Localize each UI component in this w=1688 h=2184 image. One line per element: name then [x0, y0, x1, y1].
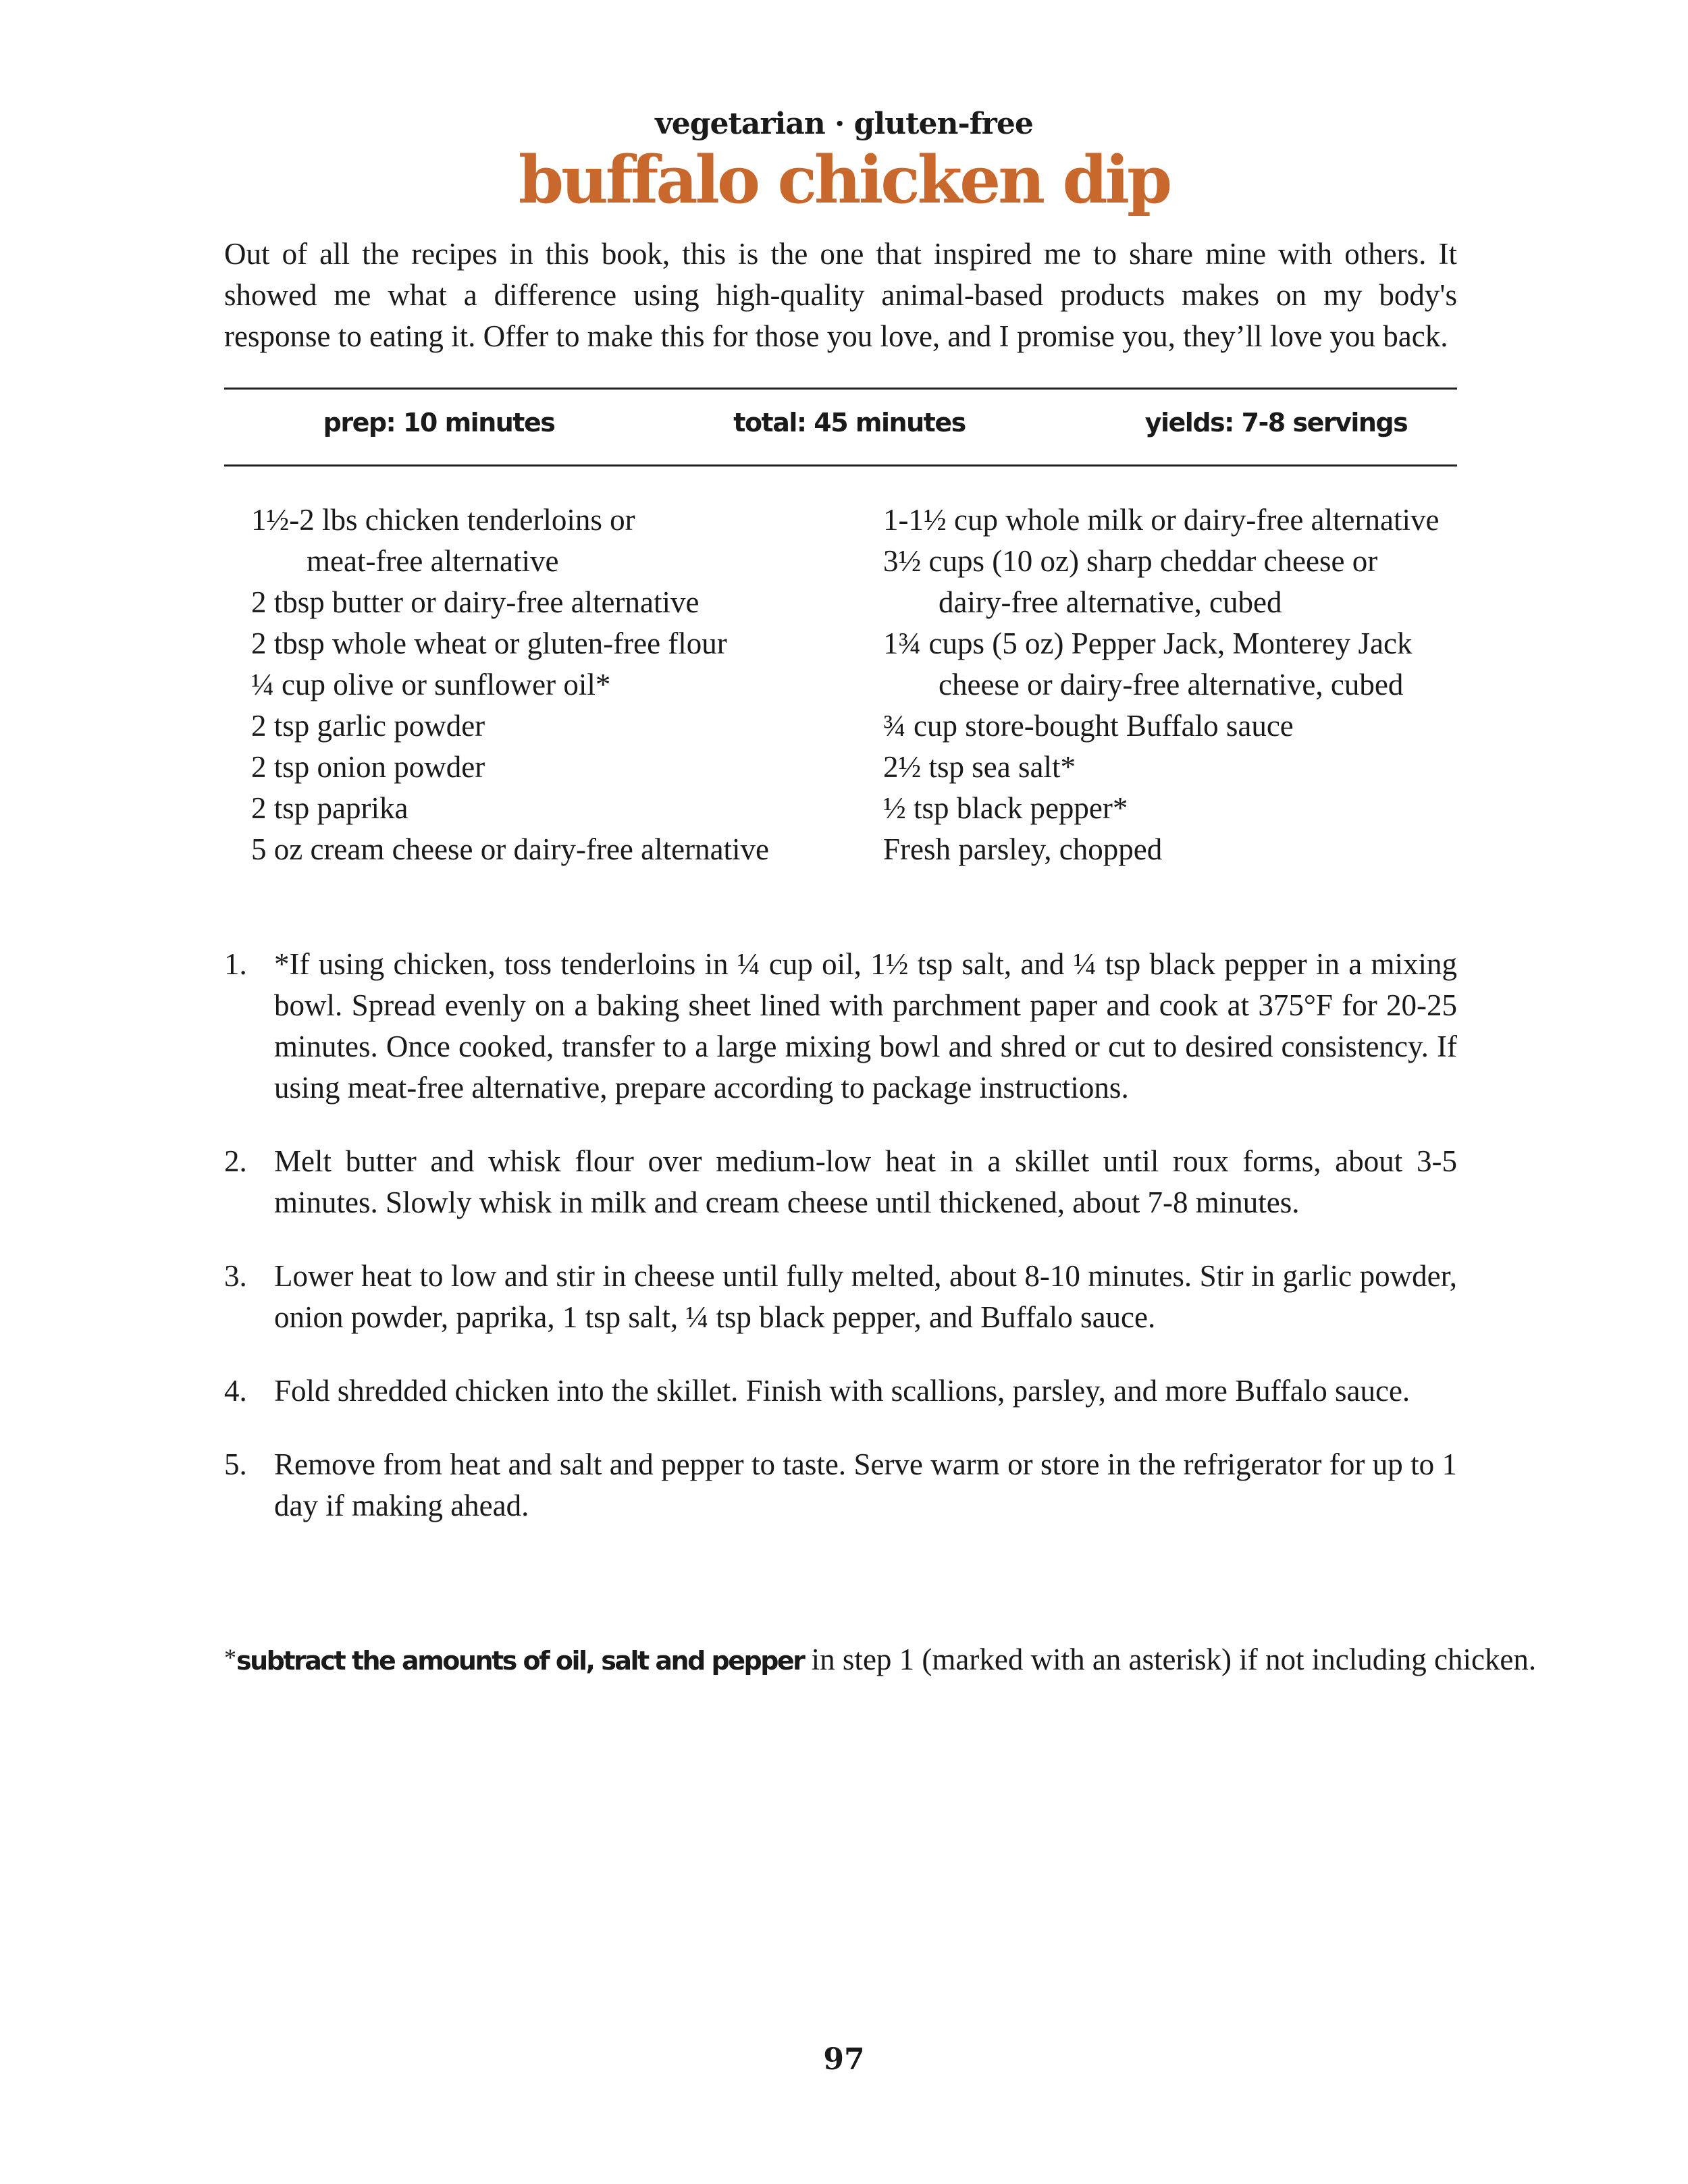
- footnote: [224, 1637, 1537, 1682]
- instruction-step: [224, 1256, 1457, 1338]
- instruction-step: [224, 944, 1457, 1109]
- ingredient-line: 1½-2 lbs chicken tenderloins or: [251, 503, 635, 537]
- ingredient-line: cheese or dairy-free alternative, cubed: [939, 668, 1404, 701]
- recipe-title: buffalo chicken dip: [518, 142, 1170, 218]
- ingredient-line: 2 tsp garlic powder: [251, 709, 485, 743]
- ingredient-line: 2 tsp onion powder: [251, 750, 485, 784]
- step-number: 5.: [224, 1447, 247, 1481]
- step-text: Melt butter and whisk flour over medium-low heat in a skillet until roux forms, about 3-5 minutes. Slowly whisk in milk and cream cheese until thickened, about 7-8 minutes.: [274, 1144, 1457, 1219]
- ingredients-right-column: [883, 500, 1491, 870]
- step-text: Fold shredded chicken into the skillet. Finish with scallions, parsley, and more Buffalo sauce.: [274, 1374, 1410, 1408]
- ingredient-line: dairy-free alternative, cubed: [939, 585, 1282, 619]
- step-text: *If using chicken, toss tenderloins in ¼ cup oil, 1½ tsp salt, and ¼ tsp black pepper in a mixing bowl. Spread evenly on a baking sheet lined with parchment paper and cook at 375°F for 20-25 minutes. Once cooked, transfer to a large mixing bowl and shred or cut to desired consistency. If using meat-free alternative, prepare according to package instructions.: [274, 947, 1457, 1104]
- ingredient-line: ½ tsp black pepper*: [883, 791, 1128, 825]
- ingredient-line: ¾ cup store-bought Buffalo sauce: [883, 709, 1294, 743]
- ingredient-line: 1¾ cups (5 oz) Pepper Jack, Monterey Jack: [883, 627, 1413, 660]
- footnote-text: in step 1 (marked with an asterisk) if not including chicken.: [803, 1643, 1537, 1676]
- ingredient-line: Fresh parsley, chopped: [883, 832, 1163, 866]
- step-text: Lower heat to low and stir in cheese until fully melted, about 8-10 minutes. Stir in garlic powder, onion powder, paprika, 1 tsp salt, ¼ tsp black pepper, and Buffalo sauce.: [274, 1259, 1457, 1334]
- page-number: 97: [823, 2042, 865, 2077]
- ingredient-line: 2 tsp paprika: [251, 791, 408, 825]
- step-text: Remove from heat and salt and pepper to taste. Serve warm or store in the refrigerator for up to 1 day if making ahead.: [274, 1447, 1457, 1522]
- step-number: 1.: [224, 947, 247, 981]
- footnote-asterisk: *: [224, 1644, 236, 1671]
- step-number: 2.: [224, 1144, 247, 1178]
- ingredient-line: meat-free alternative: [307, 544, 559, 578]
- ingredients-left-column: [251, 500, 859, 870]
- meta-divider-top: [224, 388, 1457, 390]
- meta-divider-bottom: [224, 464, 1457, 467]
- instruction-step: [224, 1141, 1457, 1223]
- ingredient-line: 2 tbsp butter or dairy-free alternative: [251, 585, 700, 619]
- ingredient-line: 1-1½ cup whole milk or dairy-free alternative: [883, 503, 1440, 537]
- ingredient-line: 2½ tsp sea salt*: [883, 750, 1076, 784]
- total-time: total: 45 minutes: [733, 408, 966, 437]
- footnote-bold-lead: subtract the amounts of oil, salt and pepper: [236, 1646, 804, 1676]
- ingredient-line: ¼ cup olive or sunflower oil*: [251, 668, 611, 701]
- ingredient-line: 5 oz cream cheese or dairy-free alternative: [251, 832, 770, 866]
- step-number: 3.: [224, 1259, 247, 1293]
- prep-time: prep: 10 minutes: [323, 408, 555, 437]
- intro-paragraph: Out of all the recipes in this book, this is the one that inspired me to share mine with others. It showed me what a difference using high-quality animal-based products makes on my body's response to eating it. Offer to make this for those you love, and I promise you, they’ll love you back.: [224, 237, 1457, 353]
- instruction-step: [224, 1370, 1457, 1412]
- yields: yields: 7-8 servings: [1144, 408, 1408, 437]
- instruction-step: [224, 1444, 1457, 1526]
- dietary-tags: vegetarian · gluten-free: [655, 107, 1033, 141]
- ingredient-line: 2 tbsp whole wheat or gluten-free flour: [251, 627, 727, 660]
- instructions-list: [224, 944, 1457, 1559]
- step-number: 4.: [224, 1374, 247, 1408]
- ingredient-line: 3½ cups (10 oz) sharp cheddar cheese or: [883, 544, 1378, 578]
